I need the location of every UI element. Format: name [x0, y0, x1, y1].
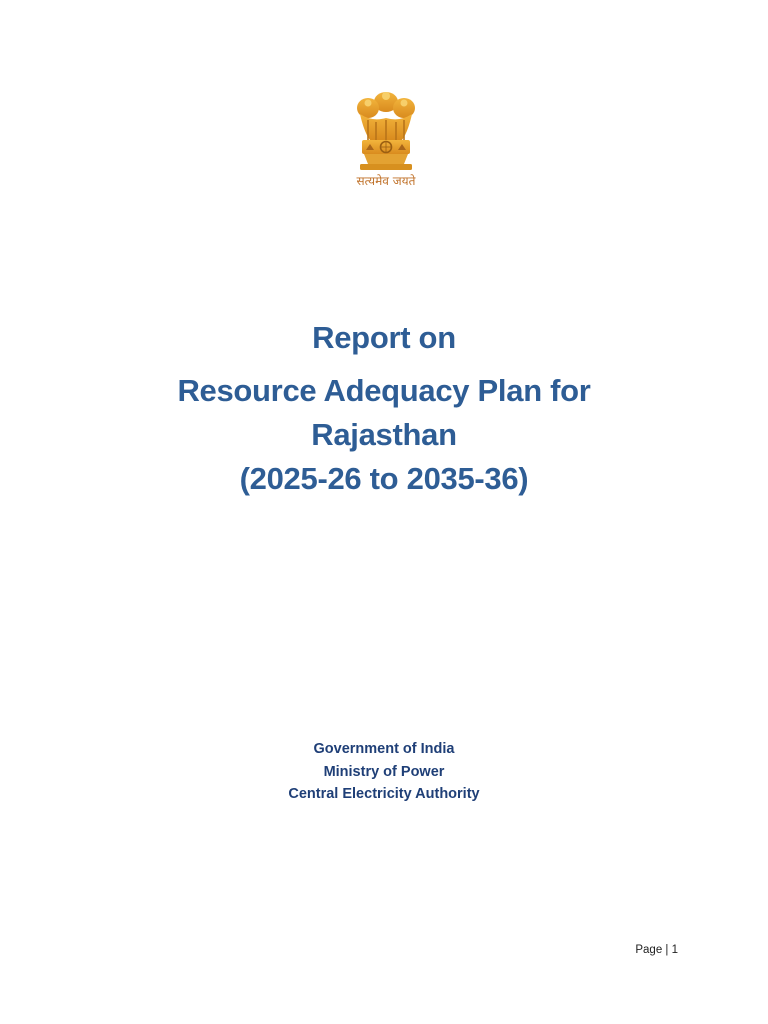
issuer-government: Government of India [313, 741, 455, 757]
title-line-2: Resource Adequacy Plan for [177, 373, 591, 408]
title-line-1: Report on [312, 320, 456, 355]
page-number: Page | 1 [635, 944, 678, 956]
issuer-authority: Central Electricity Authority [288, 786, 480, 802]
title-line-3: Rajasthan [311, 417, 457, 452]
report-title [0, 316, 768, 501]
emblem [338, 88, 434, 192]
national-emblem-icon [346, 88, 426, 172]
emblem-motto: सत्यमेव जयते [356, 174, 416, 188]
issuer-ministry: Ministry of Power [323, 763, 445, 780]
title-line-4: (2025-26 to 2035-36) [239, 461, 529, 496]
issuing-authority [0, 738, 768, 806]
